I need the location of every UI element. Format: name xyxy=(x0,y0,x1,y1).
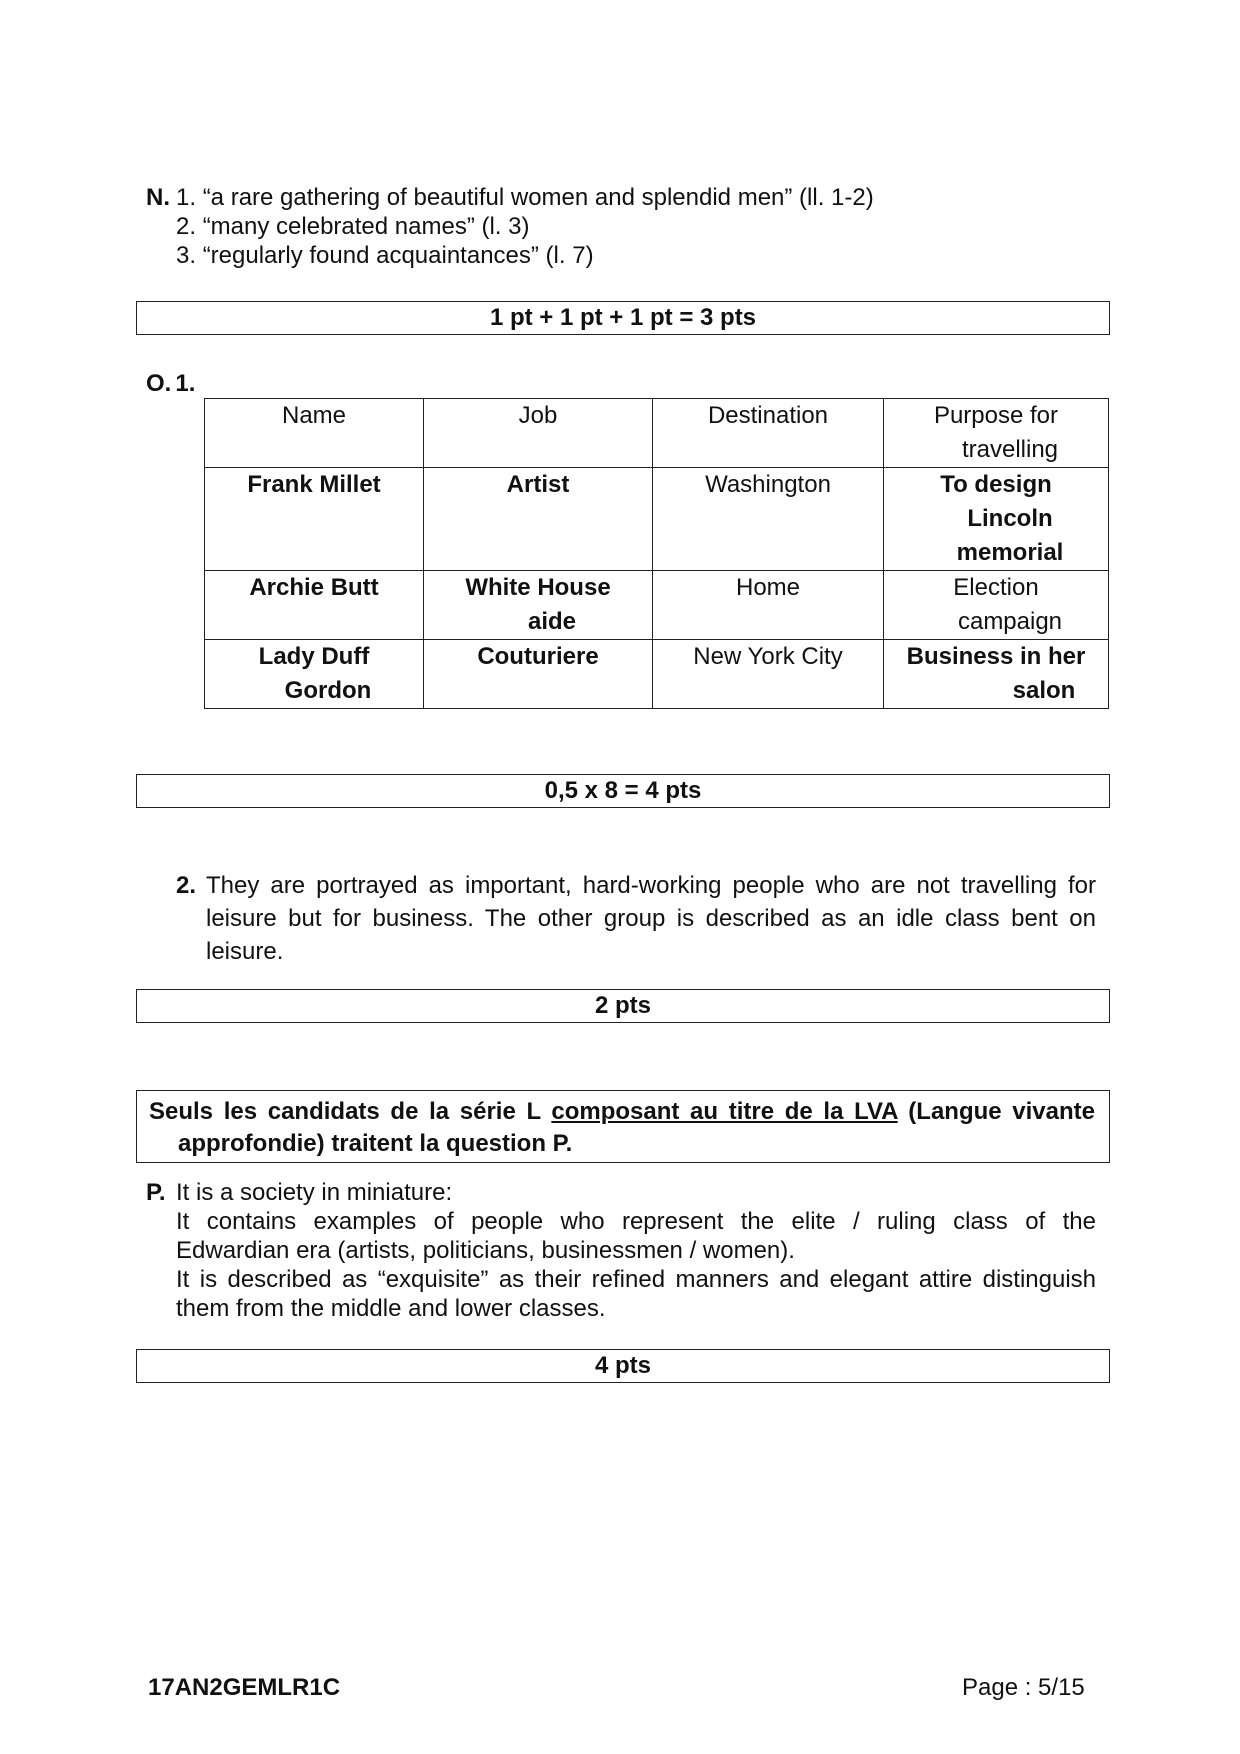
score-text: 0,5 x 8 = 4 pts xyxy=(544,777,702,804)
n-item-number: 3. xyxy=(176,242,197,269)
p-answer-line: It is described as “exquisite” as their refined manners and elegant attire distinguish xyxy=(176,1266,1096,1293)
cell-purpose: Election campaign xyxy=(884,571,1109,640)
table-row xyxy=(205,640,1109,709)
cell-purpose: To design Lincoln memorial xyxy=(884,468,1109,571)
section-p-label: P. xyxy=(146,1179,166,1206)
lva-underlined-text: composant au titre de la LVA xyxy=(551,1098,898,1125)
lva-notice-box xyxy=(136,1090,1110,1163)
footer-page-number: Page : 5/15 xyxy=(962,1674,1085,1701)
table-row xyxy=(205,468,1109,571)
footer-code: 17AN2GEMLR1C xyxy=(148,1674,341,1701)
cell-job: Artist xyxy=(424,468,653,571)
section-o-letter: O. xyxy=(146,370,172,397)
section-n-label: N. xyxy=(146,184,170,211)
n-item-number: 2. xyxy=(176,213,197,240)
question-number: 1. xyxy=(175,370,196,397)
cell-job: White House aide xyxy=(424,571,653,640)
cell-destination: Washington xyxy=(653,468,884,571)
score-box-o1 xyxy=(136,774,1110,808)
n-item-text: “many celebrated names” (l. 3) xyxy=(202,213,530,240)
cell-name: Lady Duff Gordon xyxy=(205,640,424,709)
section-o-label xyxy=(146,369,195,399)
passenger-table xyxy=(204,398,1109,709)
o2-answer-line: leisure but for business. The other group is described as an idle class bent on xyxy=(206,905,1096,932)
header-name: Name xyxy=(205,399,424,468)
lva-notice-line1: Seuls les candidats de la série L composant au titre de la LVA (Langue vivante xyxy=(149,1098,1096,1125)
table-header-row xyxy=(205,399,1109,468)
cell-purpose: Business in her salon xyxy=(884,640,1109,709)
score-text: 4 pts xyxy=(594,1352,651,1379)
n-item-text: “regularly found acquaintances” (l. 7) xyxy=(202,242,594,269)
header-job: Job xyxy=(424,399,653,468)
p-answer xyxy=(176,1178,1096,1323)
n-item-2 xyxy=(176,212,529,241)
p-answer-line: It contains examples of people who represent the elite / ruling class of the xyxy=(176,1208,1096,1235)
o2-answer xyxy=(206,869,1096,968)
table-row xyxy=(205,571,1109,640)
header-destination: Destination xyxy=(653,399,884,468)
n-item-number: 1. xyxy=(176,184,197,211)
score-box-o2 xyxy=(136,989,1110,1023)
section-n xyxy=(146,183,1046,273)
header-purpose: Purpose for travelling xyxy=(884,399,1109,468)
n-item-1 xyxy=(176,183,874,212)
score-text: 2 pts xyxy=(594,992,651,1019)
question-number: 2. xyxy=(176,872,197,899)
score-text: 1 pt + 1 pt + 1 pt = 3 pts xyxy=(489,304,757,331)
p-answer-line: them from the middle and lower classes. xyxy=(176,1295,606,1322)
p-answer-line: It is a society in miniature: xyxy=(176,1179,453,1206)
n-item-3 xyxy=(176,241,594,270)
cell-name: Archie Butt xyxy=(205,571,424,640)
o2-answer-line: They are portrayed as important, hard-working people who are not travelling for xyxy=(206,872,1096,899)
p-answer-line: Edwardian era (artists, politicians, businessmen / women). xyxy=(176,1237,795,1264)
n-item-text: “a rare gathering of beautiful women and splendid men” (ll. 1-2) xyxy=(202,184,874,211)
cell-destination: New York City xyxy=(653,640,884,709)
score-box-p xyxy=(136,1349,1110,1383)
lva-notice-line2: approfondie) traitent la question P. xyxy=(178,1130,573,1157)
cell-destination: Home xyxy=(653,571,884,640)
o2-answer-line: leisure. xyxy=(206,938,284,965)
score-box-n xyxy=(136,301,1110,335)
cell-job: Couturiere xyxy=(424,640,653,709)
cell-name: Frank Millet xyxy=(205,468,424,571)
